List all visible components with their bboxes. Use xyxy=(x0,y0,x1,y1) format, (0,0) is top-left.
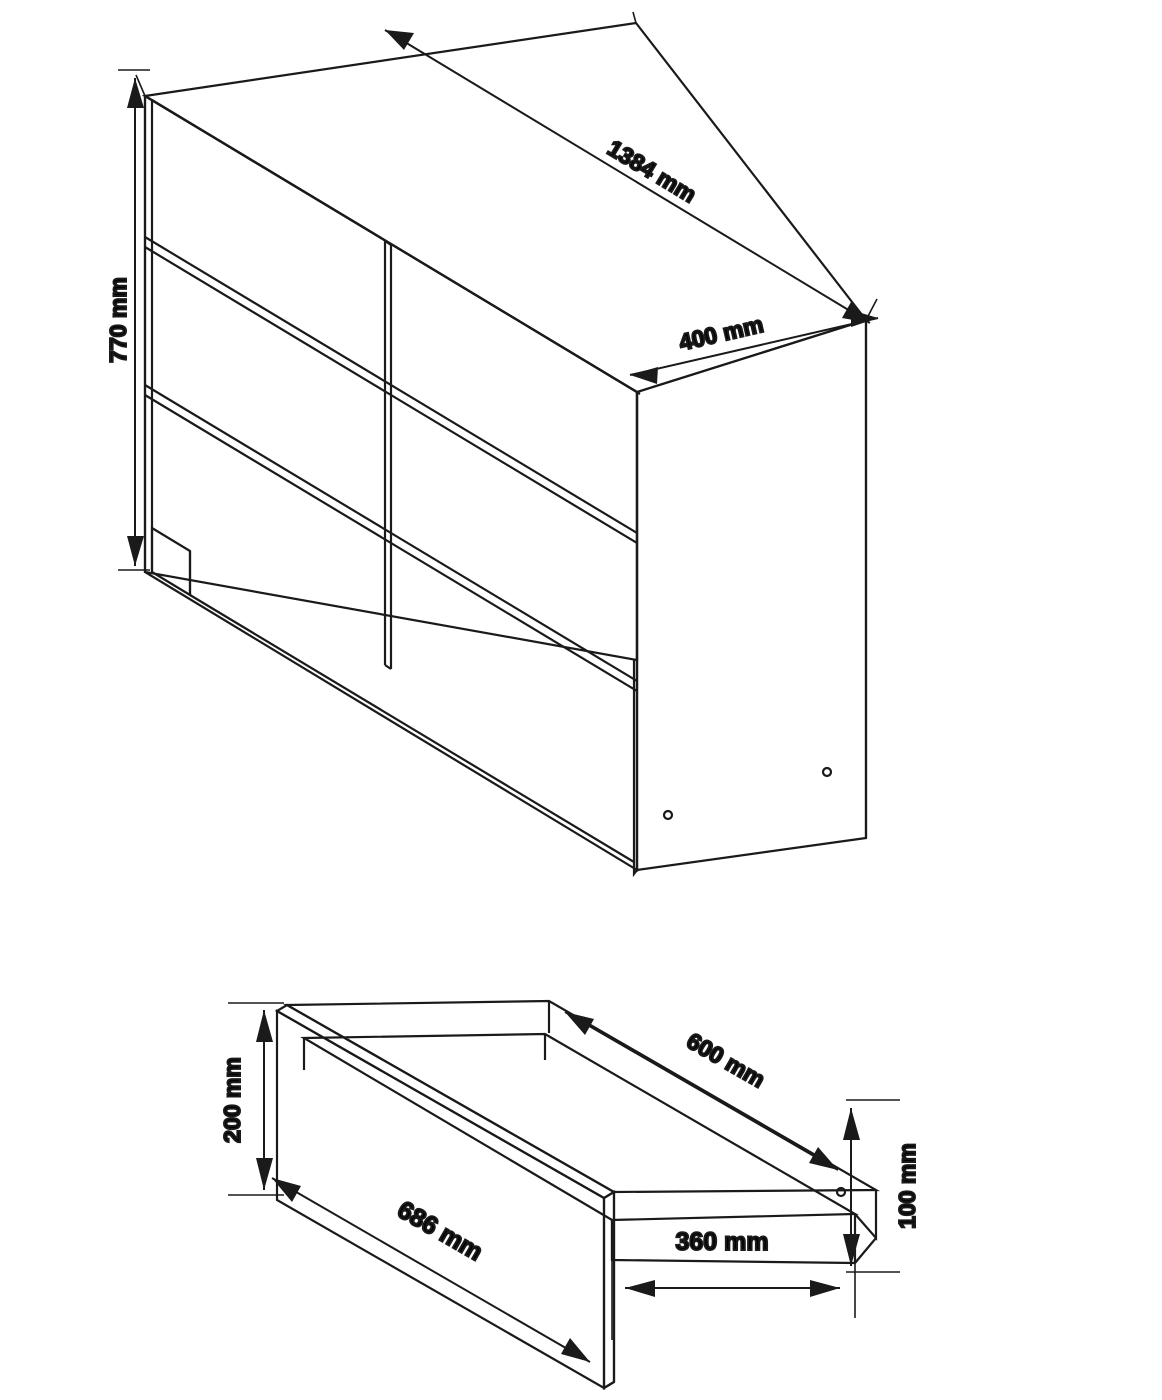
dim-label-drawer-front-width: 686 mm xyxy=(392,1195,488,1267)
dim-label-height: 770 mm xyxy=(105,277,131,363)
dim-label-depth: 400 mm xyxy=(676,310,766,356)
dim-label-drawer-inner-depth: 360 mm xyxy=(675,1228,769,1256)
dim-label-drawer-side-height: 100 mm xyxy=(894,1143,920,1229)
dim-label-drawer-depth: 600 mm xyxy=(682,1027,770,1093)
dim-label-width: 1384 mm xyxy=(603,134,702,208)
dim-label-drawer-height: 200 mm xyxy=(219,1057,245,1143)
